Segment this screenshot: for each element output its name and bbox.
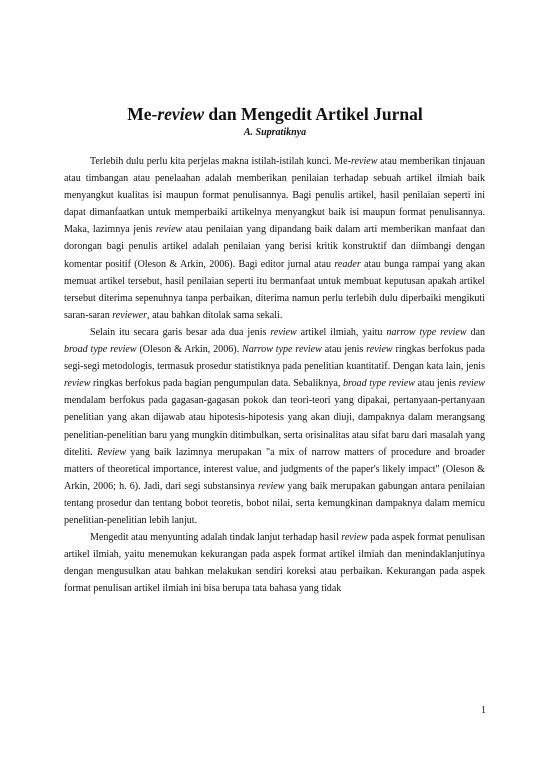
body-text <box>64 153 485 597</box>
author-name: A. Supratiknya <box>243 127 307 138</box>
italic-term: Narrow type review <box>242 344 322 356</box>
title-italic-word: review <box>157 104 204 124</box>
text-run: artikel ilmiah, yaitu <box>296 326 387 338</box>
paragraph <box>64 153 485 324</box>
text-run: yang baik merupakan gabungan antara penilaian tentang prosedur dan tentang bobot teoretis, bobot nilai, serta kemungkinan dampaknya dalam memicu penelitian-penelitian lebih lanjut. <box>64 480 485 526</box>
italic-term: reviewer <box>112 309 148 321</box>
title-prefix: Me- <box>127 104 158 124</box>
text-run: Terlebih dulu perlu kita perjelas makna istilah-istilah kunci. Me- <box>90 156 351 167</box>
paragraph <box>64 324 485 529</box>
text-run: pada aspek format penulisan artikel ilmiah, yaitu menemukan kekurangan pada aspek format artikel ilmiah dan menindaklanjutinya dengan mengusulkan atau bahkan melakukan sendiri koreksi atau perbaikan. Kekurangan pada aspek format penulisan artikel ilmiah ini bisa berupa tata bahasa yang tidak <box>64 532 485 595</box>
text-run: Mengedit atau menyunting adalah tindak lanjut terhadap hasil <box>90 532 342 544</box>
italic-term: review <box>258 480 285 492</box>
italic-term: review <box>341 532 368 544</box>
page-number: 1 <box>481 705 486 716</box>
title-rest: dan Mengedit Artikel Jurnal <box>204 104 423 124</box>
italic-term: reader <box>334 258 361 270</box>
text-run: mendalam berfokus pada gagasan-gagasan pokok dan teori-teori yang dipakai, pertanyaan-pertanyaan penelitian yang akan dijawab atau hipotesis-hipotesis yang akan diuji, dampaknya dalam merangsang penelitian-penelitian baru yang mungkin ditimbulkan, serta orisinalitas atau sifat baru dari masalah yang diteliti. <box>64 395 485 458</box>
text-run: atau jenis <box>321 344 367 356</box>
italic-term: review <box>155 224 183 236</box>
text-run: atau memberikan tinjauan atau timbangan atau penelaahan adalah memberikan penilaian terhadap sebuah artikel ilmiah baik menyangkut kualitas isi maupun format penulisannya. Bagi penulis artikel, hasil penilaian seperti ini dapat dimanfaatkan untuk memperbaiki artikelnya menyangkut baik isi maupun format penulisannya. Maka, lazimnya jenis <box>64 156 485 236</box>
italic-term: review <box>64 378 91 390</box>
italic-term: review <box>366 344 393 356</box>
text-run: ringkas berfokus pada segi-segi metodologis, termasuk prosedur statistiknya pada penelitian kuantitatif. Dengan kata lain, jenis <box>64 344 486 373</box>
text-run: (Oleson & Arkin, 2006). <box>136 344 242 356</box>
text-run: Selain itu secara garis besar ada dua jenis <box>90 326 271 338</box>
page-title <box>0 103 550 125</box>
text-run: dan <box>466 326 486 338</box>
text-run: atau jenis <box>415 378 459 390</box>
italic-term: broad type review <box>342 378 415 390</box>
italic-term: narrow type review <box>386 326 467 338</box>
text-run: , atau bahkan ditolak sama sekali. <box>147 309 283 321</box>
italic-term: review <box>458 378 485 390</box>
italic-term: Review <box>97 446 127 458</box>
italic-term: review <box>270 326 297 338</box>
paragraph <box>64 529 485 597</box>
text-run: ringkas berfokus pada bagian pengumpulan data. Sebaliknya, <box>90 378 343 390</box>
italic-term: review <box>351 156 378 167</box>
text-run: yang baik lazimnya merupakan "a mix of narrow matters of procedure and broader matters of theoretical importance, interest value, and judgments of the paper's likely impact" (Oleson & Arkin, 2006; h. 6). Jadi, dari segi substansinya <box>64 446 485 492</box>
text-run: atau bunga rampai yang akan memuat artikel tersebut, hasil penilaian seperti itu bermanfaat untuk membuat keputusan apakah artikel tersebut diterima sepenuhnya tanpa perbaikan, diterima namun perlu terlebih dulu diperbaiki mengikuti saran-saran <box>64 258 485 321</box>
italic-term: broad type review <box>64 344 137 356</box>
text-run: atau penilaian yang dipandang baik dalam arti memberikan manfaat dan dorongan bagi penulis artikel adalah penilaian yang berisi kritik konstruktif dan diimbangi dengan komentar positif (Oleson & Arkin, 2006). Bagi editor jurnal atau <box>64 224 485 270</box>
